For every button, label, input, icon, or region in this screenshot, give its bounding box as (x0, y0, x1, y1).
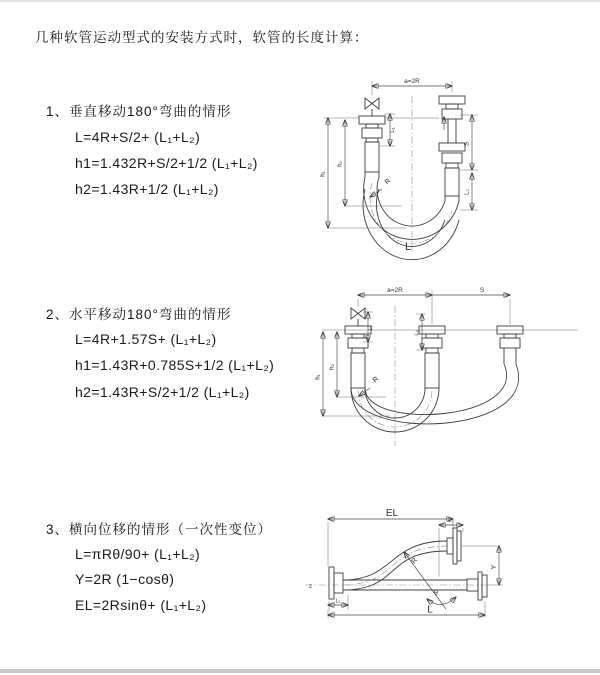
dim-label-l1: L₁ (368, 325, 374, 331)
dim-label-l: L (427, 604, 433, 616)
dim-label-s: S (463, 141, 471, 147)
section-1-heading: 1、垂直移动180°弯曲的情形 (46, 104, 232, 119)
dimension-l1 (328, 595, 348, 610)
radius-callout (404, 552, 446, 609)
dim-label-l1: L₁ (335, 598, 341, 605)
dimension-s (460, 115, 478, 170)
dim-label-s: S (479, 287, 485, 294)
dim-label-h2: h₂ (329, 364, 336, 370)
braid-section (351, 353, 365, 388)
section-3-heading: 3、横向位移的情形（一次性变位） (46, 522, 273, 537)
dim-label-a2r: a=2R (387, 287, 403, 294)
dimension-s (432, 287, 510, 300)
left-hose-fitting (345, 326, 371, 388)
diagram-horizontal-180-bend (310, 280, 600, 460)
scan-edge-bottom (0, 669, 600, 673)
radius-callout (370, 178, 392, 197)
dimension-h2 (330, 332, 387, 397)
dimension-l2 (414, 314, 426, 350)
dim-label-r: R (371, 375, 381, 385)
right-hose-fitting (439, 96, 465, 201)
dim-label-el: EL (385, 508, 399, 519)
dim-label-r: R (410, 556, 420, 566)
formula-line: EL=2Rsinθ+ (L₁+L₂) (75, 597, 207, 613)
left-hose-fitting (359, 116, 385, 177)
formula-line: Y=2R (1−cosθ) (75, 571, 175, 587)
formula-line: h2=1.43R+S/2+1/2 (L₁+L₂) (75, 384, 250, 400)
dimension-l (328, 598, 485, 618)
dim-label-l: L (404, 241, 412, 253)
dim-label-theta: θ (434, 590, 438, 597)
dim-label-l1: L₁ (390, 127, 396, 133)
valve-icon (351, 308, 365, 326)
diagram-vertical-180-bend (310, 70, 595, 270)
formula-line: L=4R+S/2+ (L₁+L₂) (75, 129, 201, 145)
u-bend-hose (351, 364, 519, 432)
radius-callout (359, 376, 380, 396)
dim-label-h1: h₁ (320, 171, 327, 177)
braid-section (365, 142, 379, 172)
dimension-el (328, 508, 453, 566)
formula-line: h2=1.43R+1/2 (L₁+L₂) (75, 181, 219, 197)
left-flange (329, 567, 343, 599)
formula-line: L=πRθ/90+ (L₁+L₂) (75, 546, 201, 562)
dim-label-l2: L₂ (414, 330, 420, 336)
formula-line: L=4R+1.57S+ (L₁+L₂) (75, 331, 217, 347)
diagram-lateral-displacement (300, 505, 600, 650)
dim-label-l2: L₂ (448, 518, 454, 524)
dimension-l2 (460, 173, 478, 210)
dim-label-l2: L₂ (464, 189, 471, 195)
middle-hose-fitting (419, 326, 445, 388)
dim-label-y: Y (491, 564, 498, 570)
formula-line: h1=1.43R+0.785S+1/2 (L₁+L₂) (75, 357, 275, 373)
braid-section (445, 168, 459, 196)
valve-icon (365, 98, 379, 116)
scan-edge-top (0, 0, 600, 2)
straight-end-flange (467, 572, 487, 600)
displaced-end-flange (447, 528, 461, 564)
dimension-a2r (358, 287, 432, 295)
braid-section (425, 353, 439, 388)
dim-label-h2: h₂ (337, 161, 344, 167)
dim-label-h1: h₁ (315, 374, 322, 380)
dimension-l2 (439, 518, 463, 577)
dimension-h1 (316, 332, 391, 416)
axis-mark-z: z (309, 584, 312, 590)
formula-line: h1=1.432R+S/2+1/2 (L₁+L₂) (75, 155, 258, 171)
s-curve-hose (343, 541, 447, 590)
dimension-a2r (372, 78, 452, 95)
dim-label-a2r: a=2R (404, 78, 420, 85)
page-title: 几种软管运动型式的安装方式时，软管的长度计算： (35, 30, 369, 45)
right-hose-fitting (497, 326, 523, 364)
section-2-heading: 2、水平移动180°弯曲的情形 (46, 307, 232, 322)
dim-label-r: R (383, 177, 393, 187)
